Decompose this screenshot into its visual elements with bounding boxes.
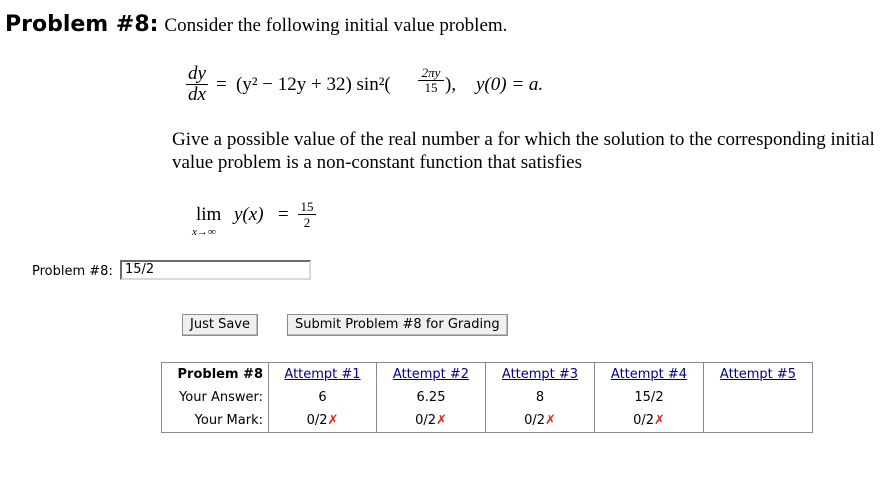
- equation-close: ),: [445, 74, 457, 95]
- limit-value-denominator: 2: [303, 215, 311, 230]
- equation-factor: (y² − 12y + 32) sin²(: [236, 74, 391, 95]
- fraction-numerator: dy: [188, 63, 206, 84]
- attempt-5-link[interactable]: Attempt #5: [719, 367, 797, 382]
- attempts-header-row: [162, 363, 813, 387]
- incorrect-x-icon: ✗: [327, 413, 339, 428]
- your-answer-label: Your Answer:: [162, 386, 269, 409]
- attempt-5-answer: [704, 386, 813, 409]
- sin-argument-denominator: 15: [424, 80, 438, 95]
- problem-question: Give a possible value of the real number a for which the solution to the corresponding initial value problem is a non-constant function that satisfies: [172, 129, 875, 173]
- attempt-2-mark: [377, 409, 486, 433]
- answer-input[interactable]: 15/2: [120, 260, 311, 280]
- attempt-3-header: [486, 363, 595, 387]
- answers-row: [162, 386, 813, 409]
- mark-value: 0/2: [633, 413, 654, 428]
- limit-function: y(x): [234, 204, 264, 225]
- answer-label: Problem #8:: [32, 264, 113, 279]
- attempt-3-mark: [486, 409, 595, 433]
- attempt-2-link[interactable]: Attempt #2: [392, 367, 470, 382]
- attempt-1-link[interactable]: Attempt #1: [284, 367, 361, 382]
- fraction-denominator: dx: [188, 84, 206, 105]
- attempt-4-answer: 15/2: [595, 386, 704, 409]
- problem-header: [5, 12, 507, 37]
- attempt-2-header: [377, 363, 486, 387]
- marks-row: [162, 409, 813, 433]
- submit-grading-button[interactable]: Submit Problem #8 for Grading: [287, 314, 508, 336]
- attempt-3-link[interactable]: Attempt #3: [501, 367, 579, 382]
- attempts-table: [161, 362, 813, 433]
- attempt-4-link[interactable]: Attempt #4: [610, 367, 688, 382]
- attempt-3-answer: 8: [486, 386, 595, 409]
- incorrect-x-icon: ✗: [654, 413, 665, 428]
- attempt-1-mark: [269, 409, 377, 433]
- problem-intro: Consider the following initial value problem.: [164, 15, 508, 36]
- limit-lim: lim: [196, 204, 222, 225]
- incorrect-x-icon: ✗: [436, 413, 447, 428]
- attempt-5-header: [704, 363, 813, 387]
- mark-value: 0/2: [524, 413, 545, 428]
- limit-equals: =: [278, 204, 289, 225]
- dy-dx-fraction: [186, 64, 208, 105]
- attempt-1-answer: 6: [269, 386, 377, 409]
- initial-condition: y(0) = a.: [476, 74, 544, 95]
- limit-subscript: x→∞: [192, 226, 216, 238]
- limit-value-fraction: [298, 199, 316, 230]
- incorrect-x-icon: ✗: [545, 413, 556, 428]
- differential-equation: [186, 64, 586, 110]
- attempt-1-header: [269, 363, 377, 387]
- problem-title: Problem #8:: [5, 12, 159, 37]
- mark-value: 0/2: [415, 413, 436, 428]
- your-mark-label: Your Mark:: [162, 409, 269, 433]
- mark-value: 0/2: [306, 413, 328, 428]
- attempt-5-mark: [704, 409, 813, 433]
- attempts-problem-label: Problem #8: [162, 363, 269, 387]
- attempt-4-mark: [595, 409, 704, 433]
- limit-expression: [192, 198, 392, 243]
- attempt-2-answer: 6.25: [377, 386, 486, 409]
- sin-argument-numerator: 2πy: [421, 65, 441, 80]
- limit-value-numerator: 15: [300, 199, 314, 214]
- attempt-4-header: [595, 363, 704, 387]
- sin-argument-fraction: [418, 66, 444, 95]
- just-save-button[interactable]: Just Save: [182, 314, 258, 336]
- equals-sign: =: [216, 74, 227, 95]
